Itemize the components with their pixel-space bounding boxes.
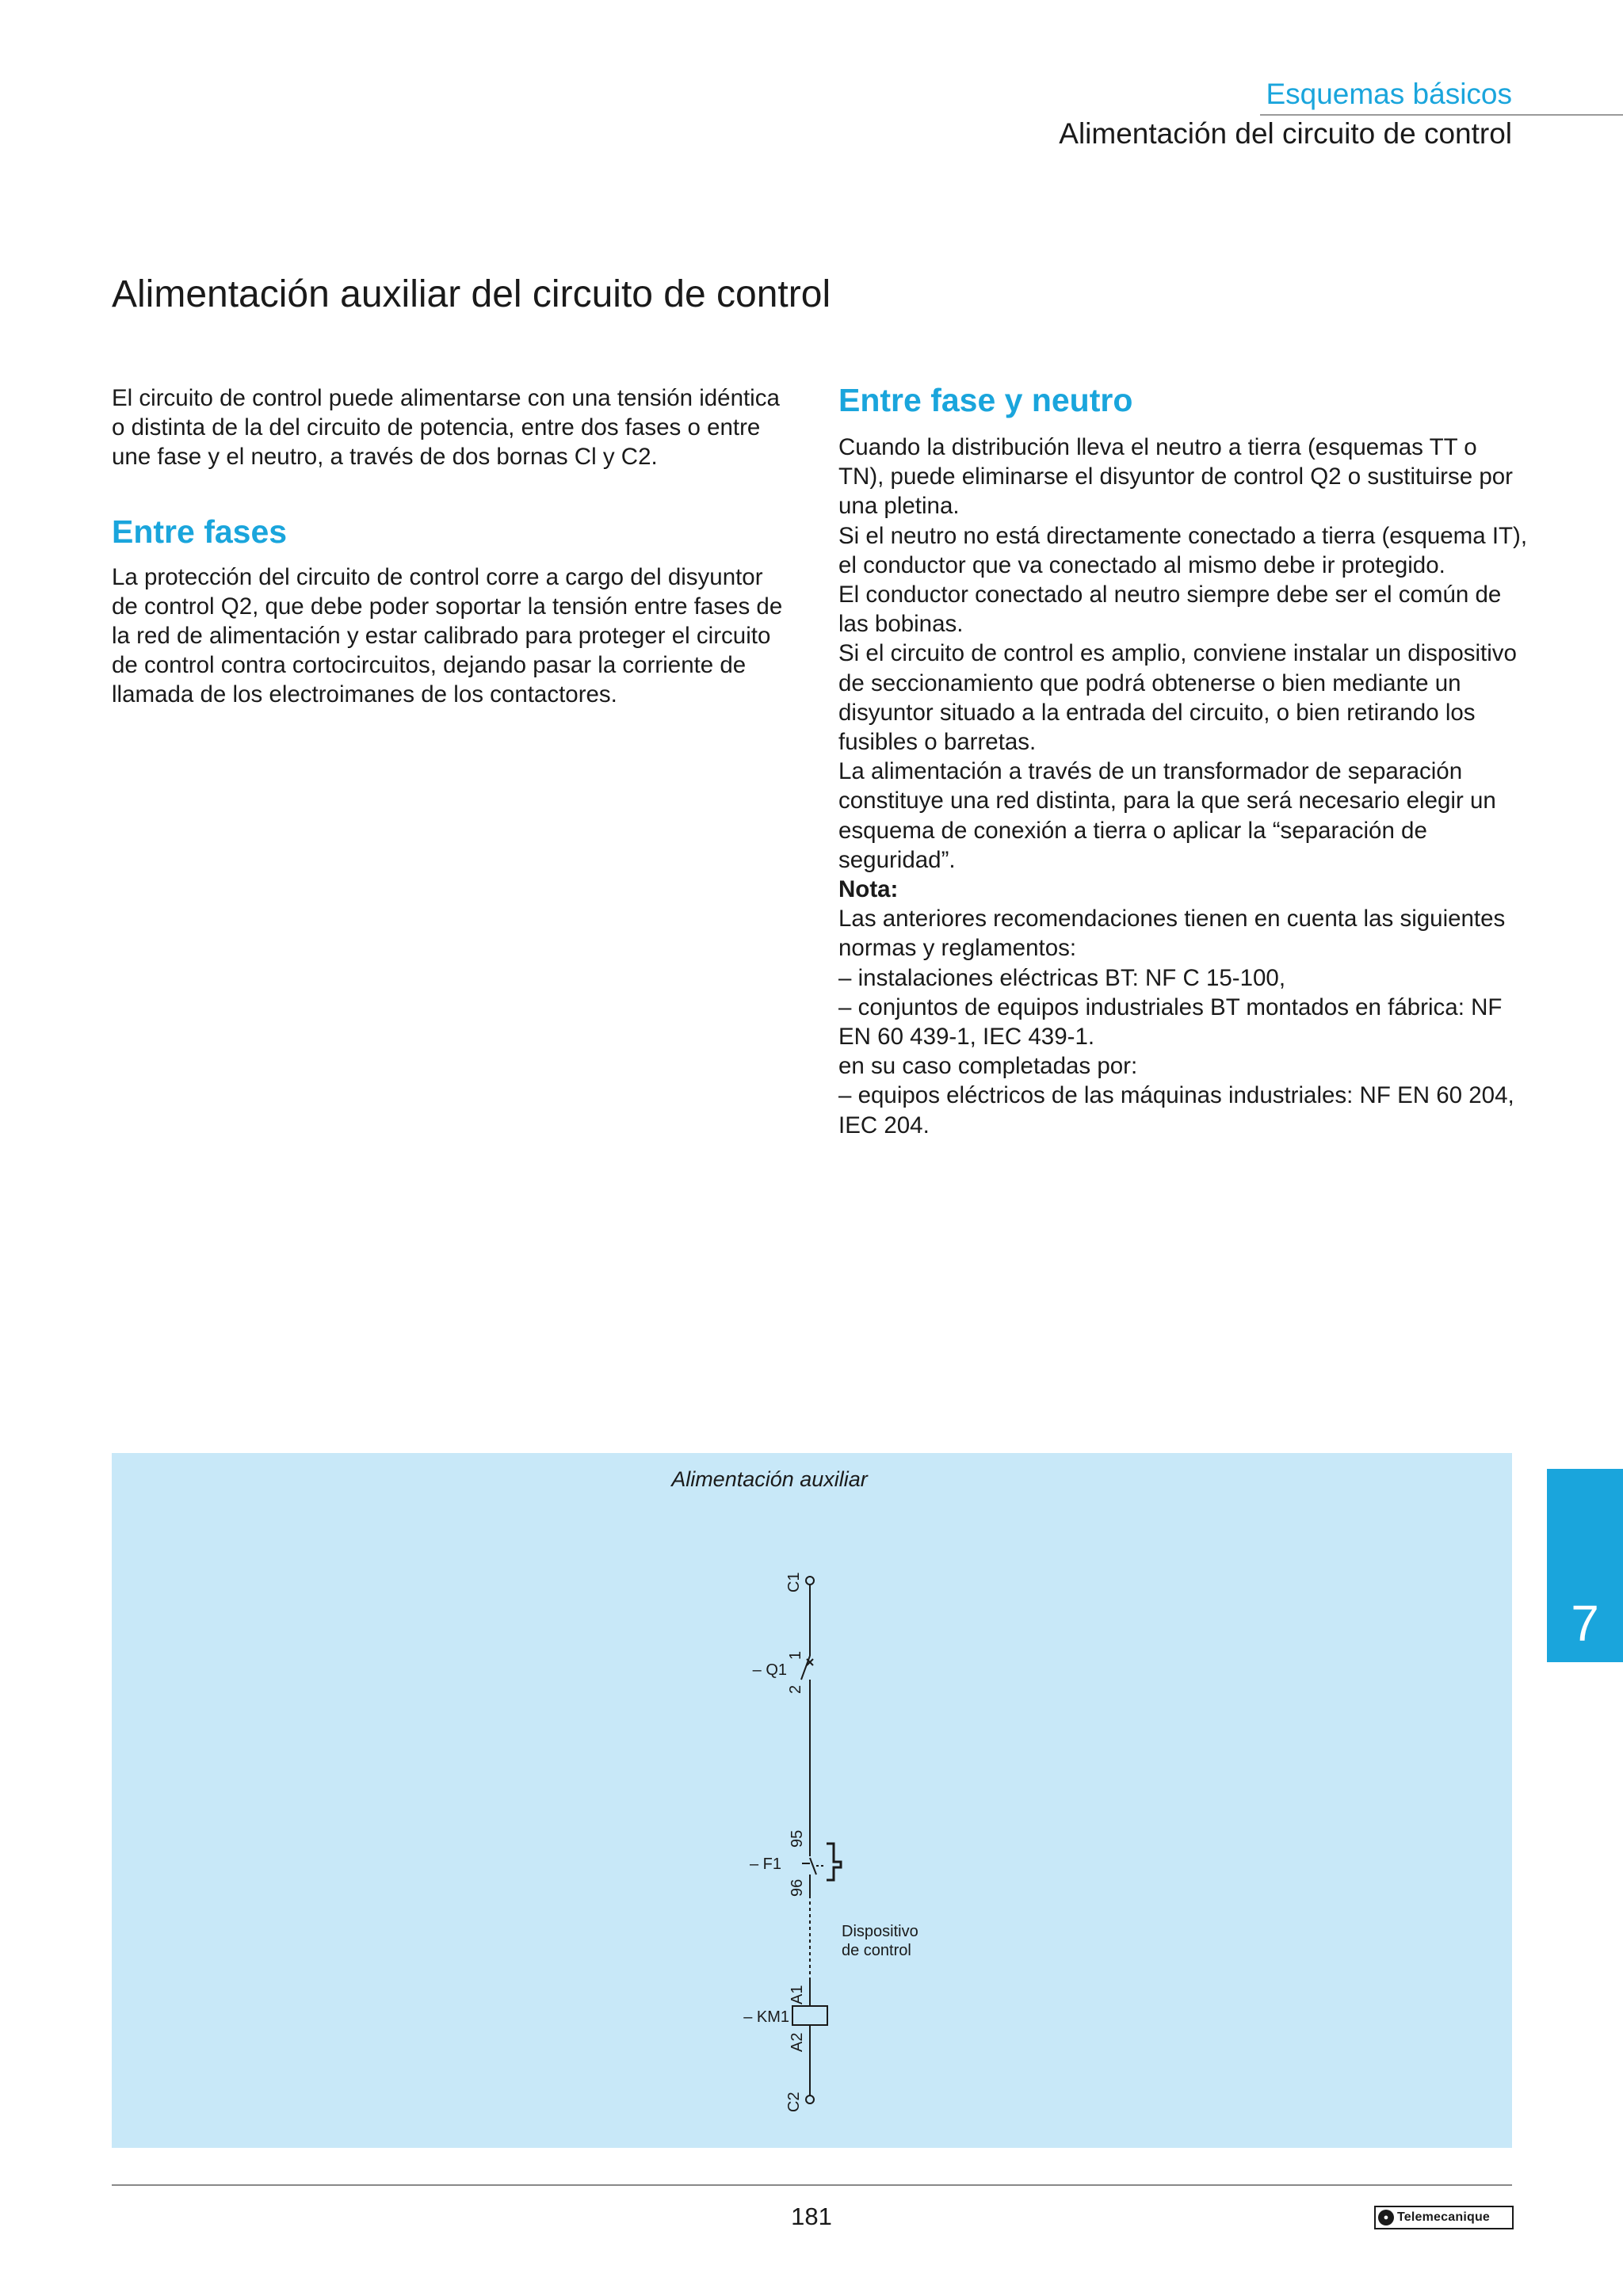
paragraph: Si el circuito de control es amplio, conviene instalar un dispositivo de seccionamiento que podrá obtenerse o bien mediante un disyuntor situado a la entrada del circuito, o bien retirando los fusibles o barretas. (838, 640, 1517, 756)
terminal-c1 (806, 1577, 814, 1585)
brand-logo-icon: ● (1378, 2210, 1394, 2225)
heading-entre-fase-y-neutro: Entre fase y neutro (838, 382, 1133, 418)
heading-entre-fases: Entre fases (112, 513, 288, 550)
label-km1-a2: A2 (789, 2032, 806, 2052)
page-number: 181 (791, 2203, 832, 2230)
page-title: Alimentación auxiliar del circuito de control (112, 273, 831, 315)
label-f1-terminal-96: 96 (789, 1878, 806, 1897)
label-f1-terminal-95: 95 (789, 1829, 806, 1848)
f1-contact (810, 1858, 816, 1875)
brand-logo (1374, 2206, 1514, 2229)
label-km1-a1: A1 (789, 1985, 806, 2004)
note-line: – conjuntos de equipos industriales BT montados en fábrica: NF EN 60 439-1, IEC 439-1. (838, 994, 1503, 1051)
entre-fases-paragraph: La protección del circuito de control corre a cargo del disyuntor de control Q2, que debe poder soportar la tensión entre fases de la red de alimentación y estar calibrado para proteger el circuito de control contra cortocircuitos, dejando pasar la corriente de llamada de los electroimanes de los contactores. (112, 563, 783, 708)
label-c2: C2 (785, 2092, 803, 2112)
paragraph: El conductor conectado al neutro siempre debe ser el común de las bobinas. (838, 582, 1502, 638)
brand-name: Telemecanique (1397, 2210, 1491, 2224)
label-q1: – Q1 (752, 1661, 787, 1679)
label-q1-terminal-2: 2 (787, 1684, 804, 1694)
figure-title-text: Alimentación auxiliar (671, 1467, 868, 1491)
terminal-c2 (806, 2096, 814, 2103)
paragraph: La alimentación a través de un transformador de separación constituye una red distinta, para la que será necesario elegir un esquema de conexión a tierra o aplicar la “separación de seguridad”. (838, 758, 1496, 873)
paragraph: Si el neutro no está directamente conectado a tierra (esquema IT), el conductor que va conectado al mismo debe ir protegido. (838, 522, 1528, 578)
km1-coil (792, 2006, 827, 2025)
section-title: Esquemas básicos (1266, 78, 1512, 110)
note-line: en su caso completadas por: (838, 1053, 1138, 1080)
footer-divider (112, 2184, 1512, 2186)
note-label: Nota: (838, 876, 899, 903)
note-line: – equipos eléctricos de las máquinas industriales: NF EN 60 204, IEC 204. (838, 1082, 1514, 1138)
label-c1: C1 (785, 1572, 803, 1592)
f1-thermal-symbol (827, 1844, 841, 1880)
intro-paragraph: El circuito de control puede alimentarse con una tensión idéntica o distinta de la del circuito de potencia, entre dos fases o entre une fase y el neutro, a través de dos bornas Cl y C2. (112, 385, 780, 471)
paragraph: Cuando la distribución lleva el neutro a tierra (esquemas TT o TN), puede eliminarse el disyuntor de control Q2 o sustituirse por una pletina. (838, 434, 1513, 520)
label-km1: – KM1 (743, 2008, 789, 2026)
label-device-line1: Dispositivo (842, 1923, 918, 1940)
note-line: Las anteriores recomendaciones tienen en cuenta las siguientes normas y reglamentos: (838, 906, 1506, 962)
label-f1: – F1 (749, 1855, 781, 1873)
subsection-title: Alimentación del circuito de control (1059, 117, 1512, 150)
note-line: – instalaciones eléctricas BT: NF C 15-100, (838, 964, 1286, 991)
label-device-line2: de control (842, 1942, 911, 1959)
label-q1-terminal-1: 1 (787, 1650, 804, 1660)
chapter-number: 7 (1571, 1595, 1599, 1652)
